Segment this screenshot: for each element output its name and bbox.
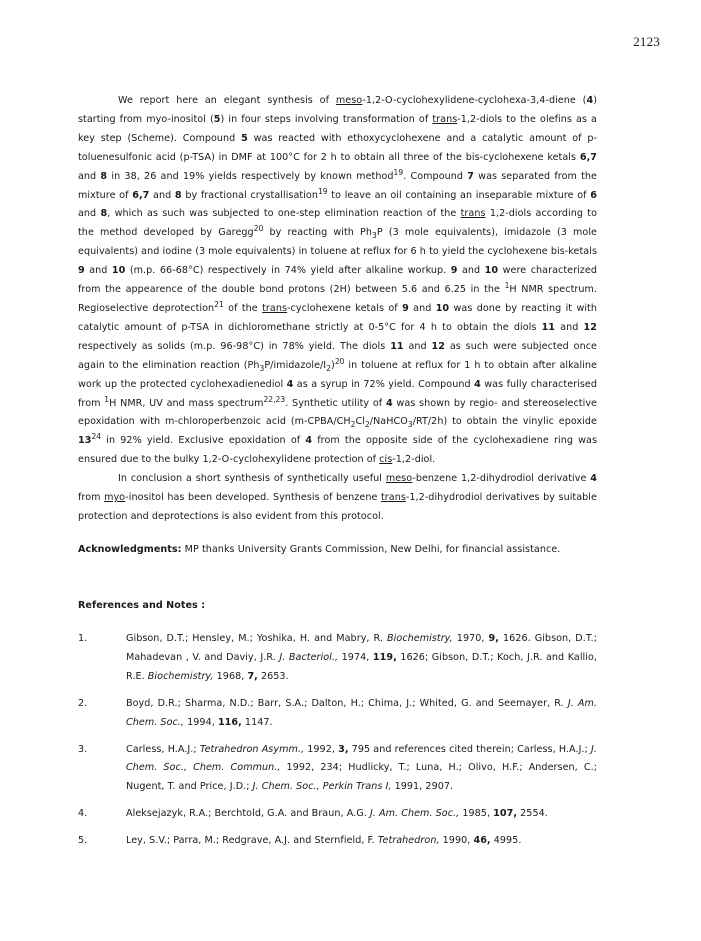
text: 4995.: [490, 835, 522, 847]
text: H NMR spectrum. Regioselective deprotection: [78, 284, 597, 314]
text: /RT/2h) to obtain the vinylic epoxide: [412, 416, 597, 428]
subscript: 2: [364, 420, 370, 430]
body-text: [78, 92, 597, 560]
text: trans: [380, 492, 406, 504]
text: 1974,: [338, 651, 373, 663]
compound-number: 9: [402, 302, 409, 314]
text: ): [331, 359, 335, 371]
text: We report here an elegant synthesis of: [118, 95, 336, 106]
volume: 107,: [493, 808, 518, 820]
text: Carless, H.A.J.;: [126, 743, 200, 755]
text: 1994,: [184, 716, 218, 728]
compound-number: 12: [583, 321, 597, 333]
text: and: [78, 170, 101, 182]
text: of the: [223, 302, 263, 314]
text: -inositol has been developed. Synthesis of benzene: [125, 492, 381, 504]
volume: 46,: [473, 835, 491, 847]
journal-name: J. Chem. Soc., Chem. Commun.,: [126, 743, 597, 774]
text: by reacting with Ph: [263, 227, 373, 239]
reference-item: [78, 832, 597, 851]
citation: 24: [91, 432, 102, 442]
text: and: [149, 189, 175, 201]
compound-number: 11: [390, 340, 404, 352]
reference-item: [78, 695, 597, 733]
journal-name: Tetrahedron Asymm.,: [199, 743, 305, 755]
compound-number: 10: [484, 265, 499, 277]
compound-number: 5: [213, 113, 221, 125]
volume: 3,: [338, 743, 349, 755]
citation: 19: [393, 167, 404, 177]
text: was done by reacting it with catalytic amount of p-TSA in dichloromethane strictly at 0-5°C for 4 h to obtain the diols: [78, 302, 597, 333]
text: 1991, 2907.: [391, 781, 454, 793]
compound-number: 4: [590, 473, 597, 485]
text: /NaHCO: [369, 416, 408, 428]
text: and: [403, 340, 432, 352]
text: P/imidazole/I: [264, 359, 327, 371]
text: -1,2-diol.: [392, 454, 436, 466]
reference-list: [78, 630, 597, 859]
volume: 119,: [372, 651, 397, 663]
text: to leave an oil containing an inseparable mixture of: [327, 189, 591, 201]
text: Aleksejazyk, R.A.; Berchtold, G.A. and Braun, A.G.: [126, 808, 370, 820]
reference-number: 2.: [78, 697, 88, 709]
compound-number: 4: [586, 95, 594, 106]
journal-name: Biochemistry,: [387, 633, 453, 644]
text: (m.p. 66-68°C) respectively in 74% yield after alkaline workup.: [125, 265, 451, 277]
compound-number: 7: [467, 170, 474, 182]
journal-name: J. Am. Chem. Soc.,: [369, 808, 460, 820]
text: Boyd, D.R.; Sharma, N.D.; Barr, S.A.; Dalton, H.; Chima, J.; Whited, G. and Seemayer, R.: [126, 697, 568, 709]
journal-name: J. Am. Chem. Soc.,: [126, 697, 598, 728]
compound-number: 13: [78, 435, 92, 447]
text: -benzene 1,2-dihydrodiol derivative: [412, 473, 591, 485]
citation: 20: [253, 224, 264, 234]
text: Ley, S.V.; Parra, M.; Redgrave, A.J. and Sternfield, F.: [126, 835, 378, 847]
journal-name: J. Chem. Soc., Perkin Trans I,: [252, 781, 392, 793]
text: -cyclohexene ketals of: [287, 302, 403, 314]
text: in 92% yield. Exclusive epoxidation of: [101, 435, 306, 447]
text: 1970,: [452, 633, 489, 644]
text: , which as such was subjected to one-step elimination reaction of the: [107, 208, 461, 220]
compound-number: 9: [78, 265, 85, 277]
text: 1992,: [304, 743, 339, 755]
text: 1990,: [439, 835, 474, 847]
acknowledgments-label: Acknowledgments:: [78, 543, 182, 555]
reference-text: [126, 630, 597, 687]
subscript: 3: [407, 420, 413, 430]
text: and: [555, 321, 584, 333]
text: was fully characterised from: [78, 378, 597, 409]
text: from the opposite side of the cyclohexadiene ring was ensured due to the bulky 1,2-O-cyclohexylidene protection of: [78, 435, 598, 466]
superscript: 1: [104, 394, 110, 404]
paragraph-conclusion: [78, 470, 597, 527]
reference-item: [78, 741, 597, 798]
citation: 20: [334, 356, 345, 366]
paragraph-synthesis: [78, 92, 597, 470]
text: cis: [379, 454, 393, 466]
text: trans: [432, 113, 458, 125]
reference-number: 4.: [78, 808, 88, 820]
text: -1,2-O-cyclohexylidene-cyclohexa-3,4-diene (: [362, 95, 587, 106]
compound-number: 8: [100, 170, 108, 182]
compound-number: 6,7: [132, 189, 150, 201]
subscript: 2: [326, 363, 332, 373]
text: Cl: [355, 416, 365, 428]
citation: 19: [317, 186, 328, 196]
text: as such were subjected once again to the elimination reaction (Ph: [78, 340, 597, 371]
text: respectively as solids (m.p. 96-98°C) in 78% yield. The diols: [78, 340, 391, 352]
compound-number: 6: [590, 189, 597, 201]
journal-name: Tetrahedron,: [377, 835, 440, 847]
compound-number: 4: [286, 378, 294, 390]
references-heading: References and Notes :: [78, 600, 206, 611]
text: by fractional crystallisation: [181, 189, 318, 201]
text: from: [78, 492, 105, 504]
text: . Compound: [403, 170, 468, 182]
compound-number: 9: [450, 265, 458, 277]
compound-number: 6,7: [579, 151, 597, 163]
text: was separated from the mixture of: [78, 170, 597, 201]
compound-number: 10: [111, 265, 126, 277]
compound-number: 4: [474, 378, 481, 390]
text: P (3 mole equivalents), imidazole (3 mole equivalents) and iodine (3 mole equivalents) in toluene at reflux for 6 h to yield the cyclohexene bis-ketals: [78, 227, 597, 258]
volume: 9,: [488, 633, 499, 644]
text: 1985,: [459, 808, 494, 820]
text: 1968,: [213, 670, 248, 682]
subscript: 3: [259, 363, 265, 373]
subscript: 2: [350, 420, 356, 430]
text: 795 and references cited therein; Carless, H.A.J.;: [348, 743, 591, 755]
reference-number: 3.: [78, 743, 88, 755]
text: and: [408, 302, 436, 314]
text: myo: [104, 492, 126, 504]
compound-number: 4: [385, 397, 393, 409]
text: trans: [460, 208, 486, 220]
compound-number: 10: [435, 302, 450, 314]
text: 2554.: [517, 808, 548, 820]
compound-number: 12: [431, 340, 445, 352]
text: -1,2-diols to the olefins as a key step (Scheme). Compound: [78, 113, 597, 144]
text: 1992, 234; Hudlicky, T.; Luna, H.; Olivo, H.F.; Andersen, C.; Nugent, T. and Price, J.D.;: [126, 762, 597, 793]
reference-text: [126, 741, 597, 798]
reference-item: [78, 805, 597, 824]
text: In conclusion a short synthesis of synthetically useful: [118, 473, 386, 485]
text: ) starting from myo-inositol (: [78, 95, 598, 125]
text: was shown by regio- and stereoselective epoxidation with m-chloroperbenzoic acid (m-CPBA/CH: [78, 397, 598, 428]
reference-number: 1.: [78, 633, 88, 644]
text: and: [84, 265, 112, 277]
compound-number: 8: [174, 189, 182, 201]
text: as a syrup in 72% yield. Compound: [293, 378, 475, 390]
text: and: [457, 265, 485, 277]
text: -1,2-dihydrodiol derivatives by suitable protection and deprotections is also evident from this protocol.: [78, 492, 597, 522]
text: 2653.: [257, 670, 289, 682]
text: ) in four steps involving transformation of: [220, 113, 433, 125]
citation: 22,23: [263, 394, 286, 404]
reference-text: [126, 695, 597, 733]
volume: 116,: [217, 716, 242, 728]
text: 1626. Gibson, D.T.; Mahadevan , V. and Daviy, J.R.: [126, 633, 597, 663]
reference-number: 5.: [78, 835, 88, 847]
text: in 38, 26 and 19% yields respectively by known method: [107, 170, 394, 182]
volume: 7,: [247, 670, 258, 682]
text: H NMR, UV and mass spectrum: [109, 397, 264, 409]
reference-item: [78, 630, 597, 687]
text: in toluene at reflux for 1 h to obtain after alkaline work up the protected cyclohexadienediol: [78, 359, 597, 390]
citation: 21: [214, 299, 224, 309]
compound-number: 11: [541, 321, 556, 333]
subscript: 3: [372, 231, 377, 241]
text: meso: [385, 473, 413, 485]
text: meso: [335, 95, 363, 106]
text: 1626; Gibson, D.T.; Koch, J.R. and Kallio, R.E.: [126, 651, 598, 682]
journal-name: J. Bacteriol.,: [279, 651, 339, 663]
journal-name: Biochemistry,: [147, 670, 214, 682]
compound-number: 8: [100, 208, 108, 220]
text: were characterized from the appearence of the double bond protons (2H) between 5.6 and 6.25 in the: [78, 265, 597, 296]
page-number: 2123: [633, 34, 660, 49]
text: was reacted with ethoxycyclohexene and a catalytic amount of p-toluenesulfonic acid (p-TSA) in DMF at 100°C for 2 h to obtain all three of the bis-cyclohexene ketals: [78, 132, 598, 163]
acknowledgments: [78, 541, 597, 560]
text: and: [78, 208, 101, 220]
compound-number: 5: [241, 132, 248, 144]
superscript: 1: [504, 280, 510, 290]
text: . Synthetic utility of: [285, 397, 386, 409]
text: 1147.: [241, 716, 273, 728]
reference-text: [126, 832, 597, 851]
compound-number: 4: [305, 435, 313, 447]
acknowledgments-text: MP thanks University Grants Commission, New Delhi, for financial assistance.: [181, 543, 561, 555]
text: 1,2-diols according to the method developed by Garegg: [78, 208, 598, 239]
text: trans: [262, 302, 288, 314]
text: Gibson, D.T.; Hensley, M.; Yoshika, H. and Mabry, R.: [126, 633, 388, 644]
reference-text: [126, 805, 597, 824]
